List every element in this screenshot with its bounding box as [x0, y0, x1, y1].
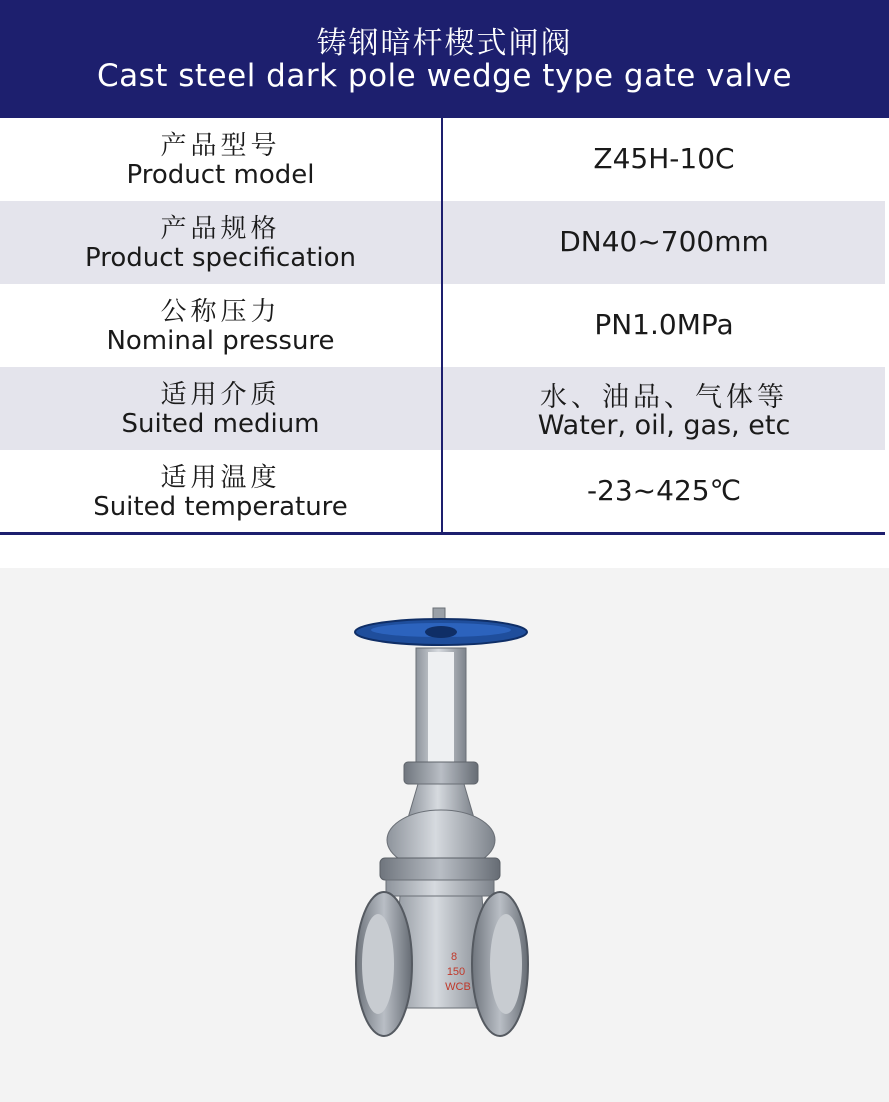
valve-marking-1: 8	[450, 951, 458, 963]
spec-label-en: Nominal pressure	[106, 326, 335, 356]
spec-value-text: Z45H-10C	[593, 142, 735, 175]
spec-value-text: -23~425℃	[586, 474, 742, 507]
spec-label-en: Suited medium	[121, 409, 320, 439]
title-banner	[0, 0, 889, 118]
spec-label	[0, 367, 441, 450]
spec-value-text: DN40~700mm	[559, 225, 769, 258]
gate-valve-image	[0, 568, 889, 1102]
spec-value	[443, 450, 885, 533]
spec-value-en: Water, oil, gas, etc	[537, 410, 791, 441]
spec-label-en: Product specification	[85, 243, 356, 273]
spec-label-en: Product model	[126, 160, 315, 190]
title-chinese: 铸钢暗杆楔式闸阀	[316, 26, 573, 61]
title-english: Cast steel dark pole wedge type gate valve	[96, 58, 793, 94]
spec-value	[443, 118, 885, 201]
spec-label-zh: 公称压力	[160, 297, 281, 327]
spec-label	[0, 284, 441, 367]
spec-label-en: Suited temperature	[93, 492, 348, 522]
spec-value	[443, 284, 885, 367]
spec-value	[443, 201, 885, 284]
spec-label	[0, 118, 441, 201]
valve-marking-3: WCB	[445, 981, 471, 993]
spec-label-zh: 适用温度	[160, 463, 281, 493]
spec-label-zh: 适用介质	[160, 380, 281, 410]
spec-label	[0, 450, 441, 533]
spec-value-zh: 水、油品、气体等	[540, 382, 788, 413]
valve-marking-2: 150	[446, 966, 466, 978]
column-divider	[441, 118, 443, 532]
spec-label	[0, 201, 441, 284]
spec-label-zh: 产品规格	[160, 214, 281, 244]
product-photo	[0, 568, 889, 1102]
spec-value-text: PN1.0MPa	[594, 308, 734, 341]
spec-value	[443, 367, 885, 450]
spec-table	[0, 118, 885, 535]
spec-label-zh: 产品型号	[160, 131, 281, 161]
